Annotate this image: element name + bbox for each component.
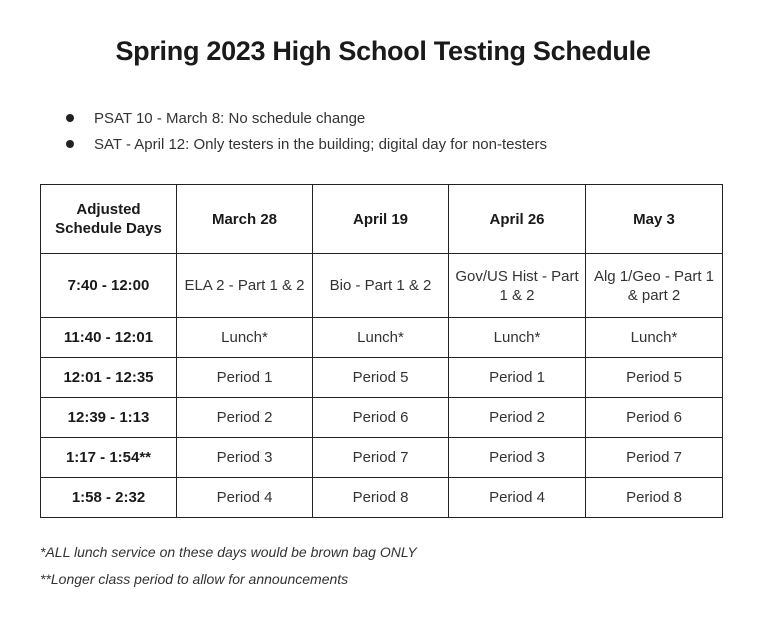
bullet-list <box>66 106 547 158</box>
column-header: Adjusted Schedule Days <box>41 185 177 254</box>
time-cell: 1:58 - 2:32 <box>41 478 177 518</box>
table-cell: Lunch* <box>177 318 313 358</box>
table-cell: Period 3 <box>177 438 313 478</box>
bullet-item <box>66 106 547 132</box>
column-header: April 26 <box>449 185 586 254</box>
time-cell: 11:40 - 12:01 <box>41 318 177 358</box>
time-cell: 1:17 - 1:54** <box>41 438 177 478</box>
footnote: **Longer class period to allow for announcements <box>40 571 349 587</box>
table-cell: Alg 1/Geo - Part 1 & part 2 <box>586 254 723 318</box>
table-row <box>41 254 723 318</box>
table-cell: Period 2 <box>449 398 586 438</box>
table-cell: Period 5 <box>313 358 449 398</box>
time-cell: 12:39 - 1:13 <box>41 398 177 438</box>
table-cell: Period 8 <box>586 478 723 518</box>
column-header: April 19 <box>313 185 449 254</box>
footnotes <box>40 541 417 595</box>
table-cell: Gov/US Hist - Part 1 & 2 <box>449 254 586 318</box>
column-header: March 28 <box>177 185 313 254</box>
table-cell: ELA 2 - Part 1 & 2 <box>177 254 313 318</box>
table-cell: Period 1 <box>449 358 586 398</box>
bullet-dot-icon <box>66 140 74 148</box>
bullet-dot-icon <box>66 114 74 122</box>
time-cell: 7:40 - 12:00 <box>41 254 177 318</box>
table-cell: Period 6 <box>313 398 449 438</box>
column-header: May 3 <box>586 185 723 254</box>
table-cell: Period 8 <box>313 478 449 518</box>
bullet-item <box>66 132 547 158</box>
bullet-text: SAT - April 12: Only testers in the building; digital day for non-testers <box>94 136 548 153</box>
table-row <box>41 478 723 518</box>
table-cell: Period 6 <box>586 398 723 438</box>
schedule-table <box>40 184 723 518</box>
table-row <box>41 358 723 398</box>
table-cell: Lunch* <box>313 318 449 358</box>
table-cell: Period 5 <box>586 358 723 398</box>
page-title: Spring 2023 High School Testing Schedule <box>115 36 651 66</box>
table-cell: Period 7 <box>586 438 723 478</box>
table-cell: Period 2 <box>177 398 313 438</box>
table-cell: Lunch* <box>449 318 586 358</box>
table-cell: Period 4 <box>449 478 586 518</box>
table-cell: Lunch* <box>586 318 723 358</box>
table-cell: Period 4 <box>177 478 313 518</box>
footnote: *ALL lunch service on these days would be brown bag ONLY <box>40 544 417 560</box>
table-cell: Period 1 <box>177 358 313 398</box>
table-cell: Bio - Part 1 & 2 <box>313 254 449 318</box>
table-cell: Period 7 <box>313 438 449 478</box>
bullet-text: PSAT 10 - March 8: No schedule change <box>94 110 366 127</box>
table-header-row <box>41 185 723 254</box>
time-cell: 12:01 - 12:35 <box>41 358 177 398</box>
table-row <box>41 318 723 358</box>
table-cell: Period 3 <box>449 438 586 478</box>
table-row <box>41 438 723 478</box>
table-row <box>41 398 723 438</box>
